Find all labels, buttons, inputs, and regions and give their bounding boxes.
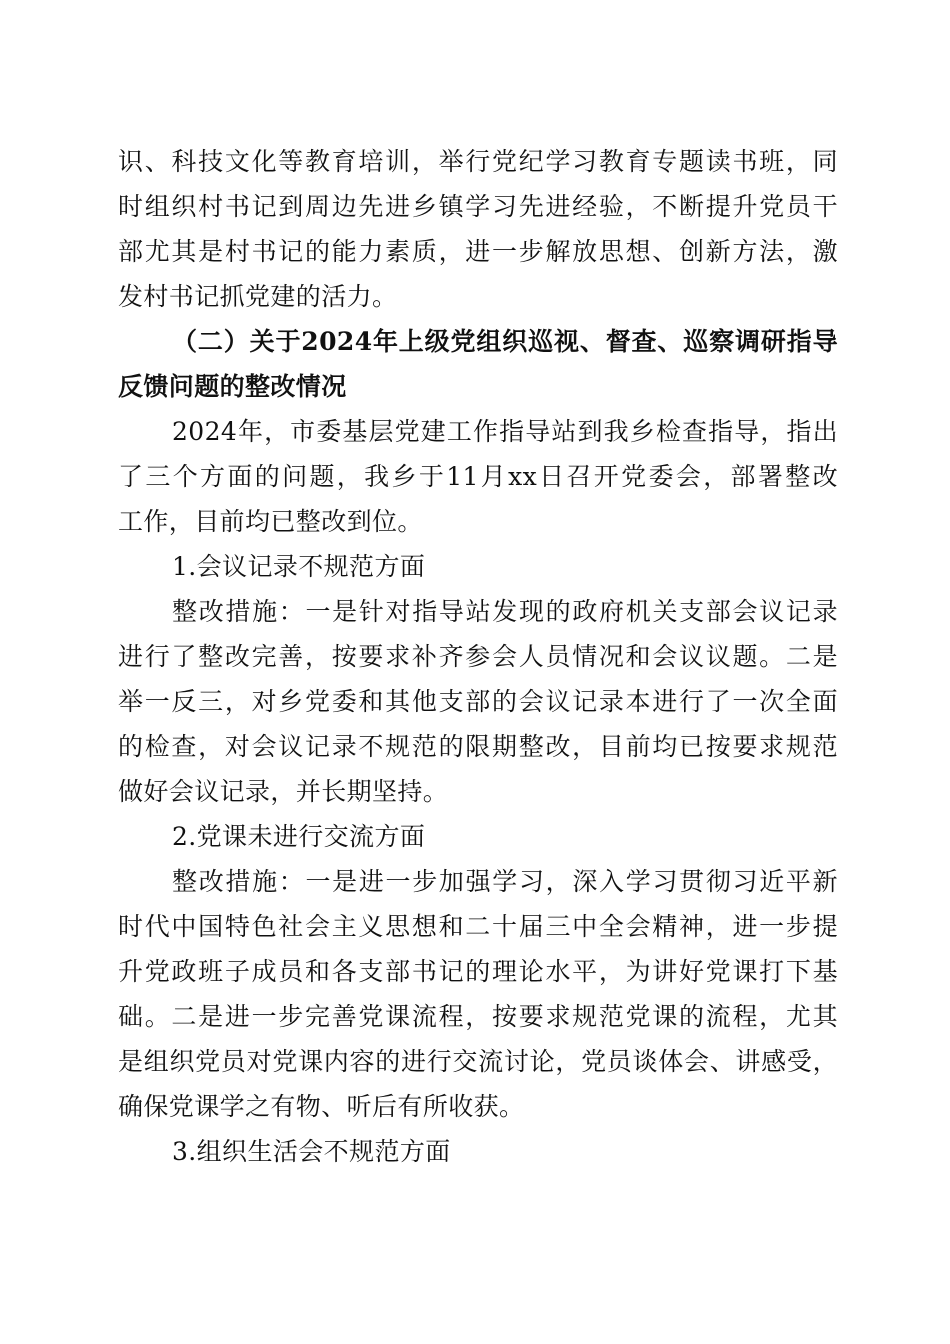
body-text-line: 了三个方面的问题，我乡于11月xx日召开党委会，部署整改: [118, 462, 838, 491]
body-text-line: 识、科技文化等教育培训，举行党纪学习教育专题读书班，同: [118, 147, 838, 176]
body-text-line: 举一反三，对乡党委和其他支部的会议记录本进行了一次全面: [118, 687, 838, 716]
body-text-line: 础。二是进一步完善党课流程，按要求规范党课的流程，尤其: [118, 1002, 838, 1031]
body-text-line: 时组织村书记到周边先进乡镇学习先进经验，不断提升党员干: [118, 192, 838, 221]
body-text-line: 的检查，对会议记录不规范的限期整改，目前均已按要求规范: [118, 732, 838, 761]
body-text-line: 整改措施：一是进一步加强学习，深入学习贯彻习近平新: [172, 867, 838, 896]
body-text-line: 发村书记抓党建的活力。: [118, 282, 398, 311]
body-text-line: 确保党课学之有物、听后有所收获。: [118, 1092, 525, 1121]
body-text-line: 是组织党员对党课内容的进行交流讨论，党员谈体会、讲感受，: [118, 1047, 838, 1076]
subsection-title: 3.组织生活会不规范方面: [172, 1137, 451, 1166]
body-text-line: 整改措施：一是针对指导站发现的政府机关支部会议记录: [172, 597, 838, 626]
section-heading-line: 反馈问题的整改情况: [118, 372, 347, 401]
body-text-line: 2024年，市委基层党建工作指导站到我乡检查指导，指出: [172, 417, 838, 446]
body-text-line: 升党政班子成员和各支部书记的理论水平，为讲好党课打下基: [118, 957, 838, 986]
subsection-title: 1.会议记录不规范方面: [172, 552, 426, 581]
subsection-title: 2.党课未进行交流方面: [172, 822, 426, 851]
body-text-line: 做好会议记录，并长期坚持。: [118, 777, 449, 806]
body-text-line: 部尤其是村书记的能力素质，进一步解放思想、创新方法，激: [118, 237, 838, 266]
body-text-line: 时代中国特色社会主义思想和二十届三中全会精神，进一步提: [118, 912, 838, 941]
section-heading-line: （二）关于2024年上级党组织巡视、督查、巡察调研指导: [172, 327, 838, 356]
body-text-line: 工作，目前均已整改到位。: [118, 507, 423, 536]
body-text-line: 进行了整改完善，按要求补齐参会人员情况和会议议题。二是: [118, 642, 838, 671]
